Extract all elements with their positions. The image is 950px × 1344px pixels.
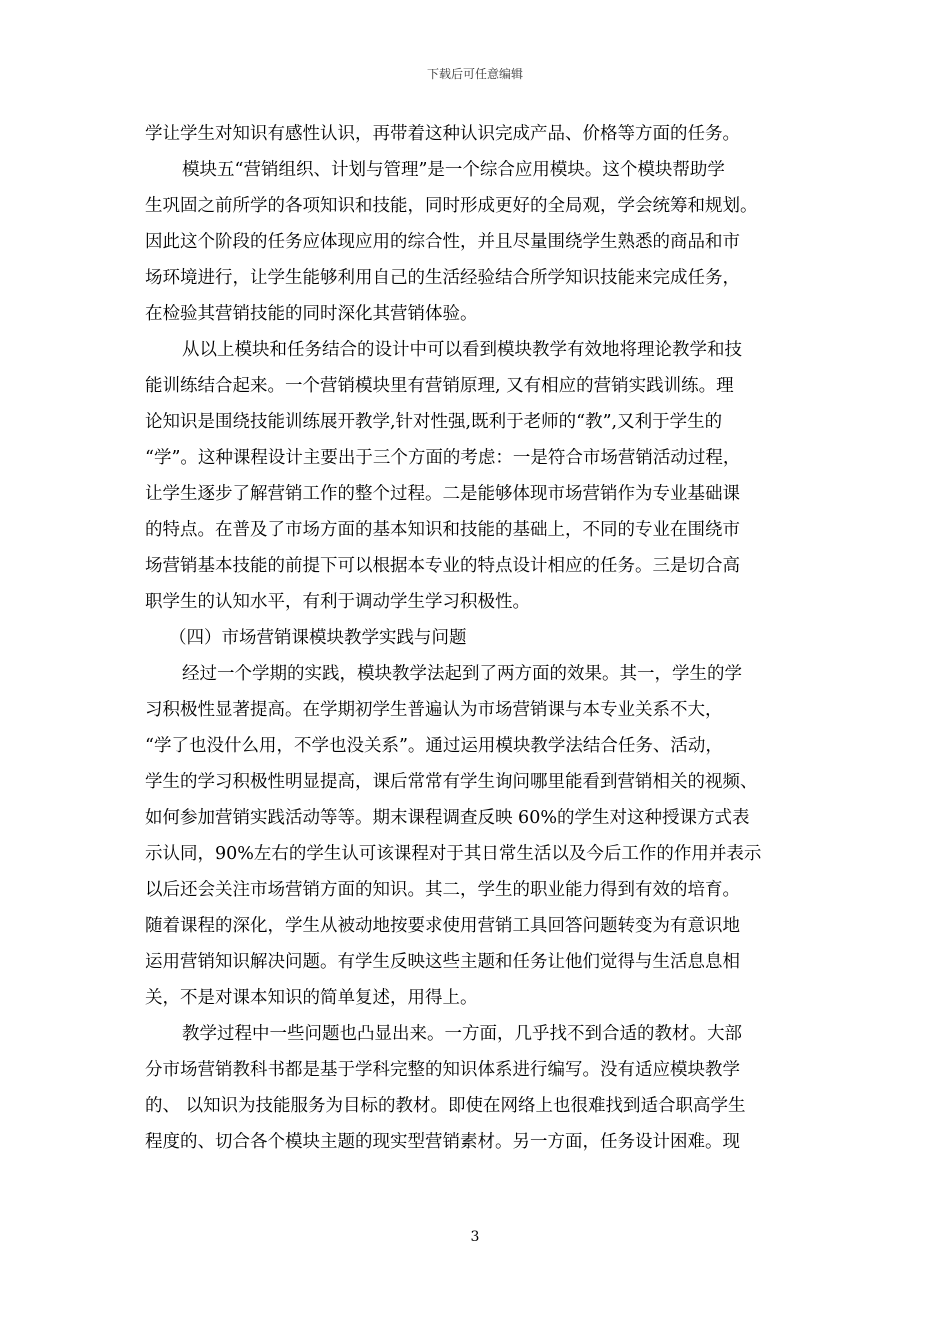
text-line: 程度的、切合各个模块主题的现实型营销素材。另一方面，任务设计困难。现 — [145, 1132, 740, 1152]
text-line: 示认同，90%左右的学生认可该课程对于其日常生活以及今后工作的作用并表示 — [145, 844, 762, 864]
text-line: “学”。这种课程设计主要出于三个方面的考虑：一是符合市场营销活动过程， — [145, 448, 741, 468]
section-heading: （四）市场营销课模块教学实践与问题 — [169, 628, 467, 648]
text-line: 场环境进行，让学生能够利用自己的生活经验结合所学知识技能来完成任务， — [145, 268, 740, 288]
text-line: 模块五“营销组织、计划与管理”是一个综合应用模块。这个模块帮助学 — [182, 160, 725, 180]
text-line: 的、 以知识为技能服务为目标的教材。即使在网络上也很难找到适合职高学生 — [145, 1096, 746, 1116]
page-number: 3 — [470, 1229, 480, 1245]
text-line: 让学生逐步了解营销工作的整个过程。二是能够体现市场营销作为专业基础课 — [145, 484, 740, 504]
text-line: 运用营销知识解决问题。有学生反映这些主题和任务让他们觉得与生活息息相 — [145, 952, 740, 972]
text-line: 在检验其营销技能的同时深化其营销体验。 — [145, 304, 478, 324]
text-line: 经过一个学期的实践，模块教学法起到了两方面的效果。其一，学生的学 — [182, 664, 742, 684]
text-line: 学生的学习积极性明显提高，课后常常有学生询问哪里能看到营销相关的视频、 — [145, 772, 758, 792]
text-line: 的特点。在普及了市场方面的基本知识和技能的基础上，不同的专业在围绕市 — [145, 520, 740, 540]
text-line: 关，不是对课本知识的简单复述，用得上。 — [145, 988, 478, 1008]
text-line: 分市场营销教科书都是基于学科完整的知识体系进行编写。没有适应模块教学 — [145, 1060, 740, 1080]
text-line: 场营销基本技能的前提下可以根据本专业的特点设计相应的任务。三是切合高 — [145, 556, 740, 576]
text-line: 因此这个阶段的任务应体现应用的综合性，并且尽量围绕学生熟悉的商品和市 — [145, 232, 740, 252]
text-line: 学让学生对知识有感性认识，再带着这种认识完成产品、价格等方面的任务。 — [145, 124, 740, 144]
text-line: 能训练结合起来。一个营销模块里有营销原理, 又有相应的营销实践训练。理 — [145, 376, 734, 396]
text-line: 以后还会关注市场营销方面的知识。其二，学生的职业能力得到有效的培育。 — [145, 880, 740, 900]
page-header: 下载后可任意编辑 — [426, 67, 523, 81]
text-line: “学了也没什么用，不学也没关系”。通过运用模块教学法结合任务、活动， — [145, 736, 723, 756]
text-line: 习积极性显著提高。在学期初学生普遍认为市场营销课与本专业关系不大， — [145, 700, 723, 720]
document-body — [145, 116, 809, 1160]
text-line: 从以上模块和任务结合的设计中可以看到模块教学有效地将理论教学和技 — [182, 340, 742, 360]
text-line: 随着课程的深化，学生从被动地按要求使用营销工具回答问题转变为有意识地 — [145, 916, 740, 936]
text-line: 论知识是围绕技能训练展开教学,针对性强,既利于老师的“教”,又利于学生的 — [145, 412, 723, 432]
text-line: 职学生的认知水平，有利于调动学生学习积极性。 — [145, 592, 530, 612]
text-line: 生巩固之前所学的各项知识和技能，同时形成更好的全局观，学会统筹和规划。 — [145, 196, 758, 216]
text-line: 教学过程中一些问题也凸显出来。一方面，几乎找不到合适的教材。大部 — [182, 1024, 742, 1044]
text-line: 如何参加营销实践活动等等。期末课程调查反映 60%的学生对这种授课方式表 — [145, 808, 750, 828]
